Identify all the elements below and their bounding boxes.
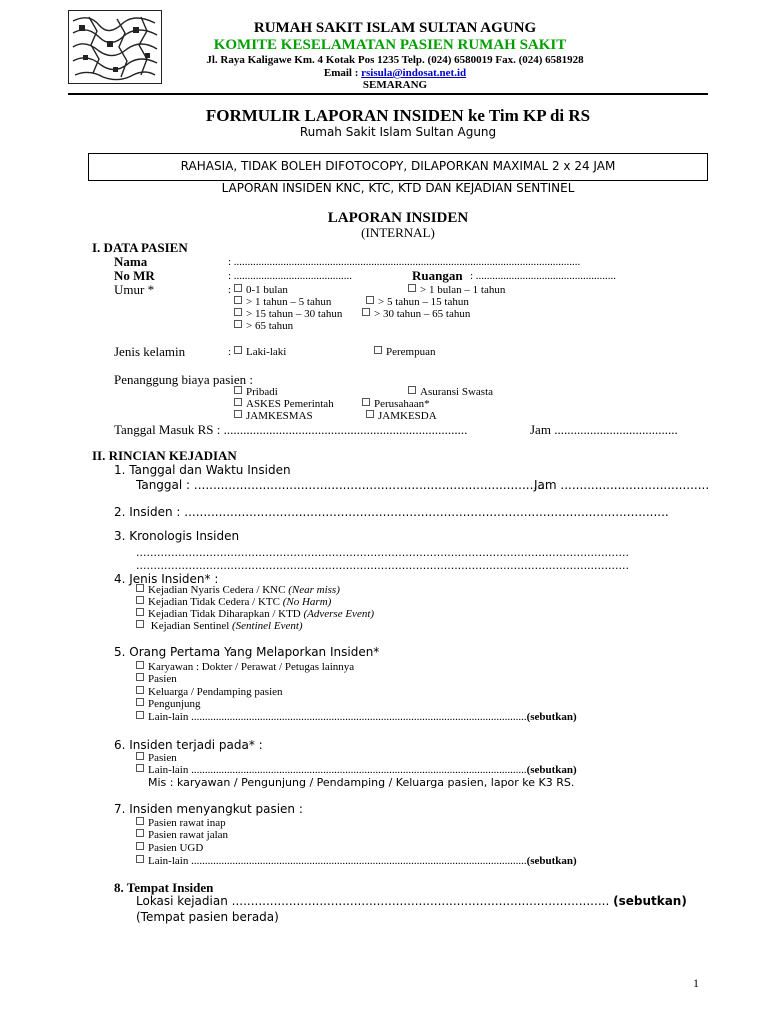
ruangan-label: Ruangan (412, 268, 463, 283)
q6-note: Mis : karyawan / Pengunjung / Pendamping / Keluarga pasien, lapor ke K3 RS. (148, 776, 575, 789)
checkbox-icon (136, 686, 144, 694)
q7-option-lainlain[interactable]: Lain-lain ..........................................................................................................................(sebutkan) (136, 855, 577, 867)
nomr-label: No MR (114, 268, 155, 283)
biaya-option-jamkesmas[interactable]: JAMKESMAS (234, 410, 313, 422)
umur-option-3[interactable]: > 5 tahun – 15 tahun (366, 296, 469, 308)
q5-option-pengunjung[interactable]: Pengunjung (136, 698, 201, 710)
q5-option-lainlain[interactable]: Lain-lain ..........................................................................................................................(sebutkan) (136, 711, 577, 723)
umur-label: Umur * (114, 282, 155, 297)
checkbox-icon (136, 608, 144, 616)
tanggal-masuk-field[interactable]: Tanggal Masuk RS : ........................................................................... (114, 422, 468, 437)
q2-insiden-field[interactable]: 2. Insiden : ............................................................................................................................... (114, 505, 669, 519)
ruangan-field[interactable]: : ................................................... (470, 270, 617, 282)
checkbox-icon (408, 284, 416, 292)
checkbox-icon (234, 398, 242, 406)
q8-label: 8. Tempat Insiden (114, 880, 214, 895)
biaya-option-jamkesda[interactable]: JAMKESDA (366, 410, 437, 422)
section-rincian-heading: II. RINCIAN KEJADIAN (92, 448, 237, 463)
umur-option-6[interactable]: > 65 tahun (234, 320, 293, 332)
nama-label: Nama (114, 254, 148, 269)
biaya-option-perusahaan[interactable]: Perusahaan* (362, 398, 430, 410)
checkbox-icon (234, 284, 242, 292)
checkbox-icon (136, 842, 144, 850)
checkbox-icon (136, 817, 144, 825)
hospital-address: Jl. Raya Kaligawe Km. 4 Kotak Pos 1235 Telp. (024) 6580019 Fax. (024) 6581928 (206, 54, 584, 66)
report-heading: LAPORAN INSIDEN (327, 210, 469, 226)
email-label: Email : (323, 67, 362, 79)
umur-option-1[interactable]: > 1 bulan – 1 tahun (408, 284, 505, 296)
checkbox-icon (136, 673, 144, 681)
nomr-field[interactable]: : ........................................... (228, 270, 353, 282)
umur-option-2[interactable]: > 1 tahun – 5 tahun (234, 296, 331, 308)
q4-option-ktd[interactable]: Kejadian Tidak Diharapkan / KTD (Adverse Event) (136, 608, 374, 620)
q4-option-knc[interactable]: Kejadian Nyaris Cedera / KNC (Near miss) (136, 584, 340, 596)
committee-name: KOMITE KESELAMATAN PASIEN RUMAH SAKIT (213, 37, 567, 53)
biaya-option-asuransi[interactable]: Asuransi Swasta (408, 386, 493, 398)
checkbox-icon (136, 620, 144, 628)
header-divider (68, 93, 708, 95)
q5-option-keluarga[interactable]: Keluarga / Pendamping pasien (136, 686, 283, 698)
q7-option-ugd[interactable]: Pasien UGD (136, 842, 203, 854)
hospital-email-line (170, 67, 620, 79)
checkbox-icon (136, 698, 144, 706)
checkbox-icon (136, 829, 144, 837)
q8-lokasi-field[interactable]: Lokasi kejadian ................................................................................................... (sebutkan) (136, 894, 687, 908)
checkbox-icon (136, 764, 144, 772)
q4-option-sentinel[interactable]: Kejadian Sentinel (Sentinel Event) (136, 620, 303, 632)
checkbox-icon (366, 410, 374, 418)
checkbox-icon (234, 346, 242, 354)
checkbox-icon (374, 346, 382, 354)
umur-option-4[interactable]: > 15 tahun – 30 tahun (234, 308, 342, 320)
q5-label: 5. Orang Pertama Yang Melaporkan Insiden* (114, 645, 380, 659)
q1-label: 1. Tanggal dan Waktu Insiden (114, 463, 291, 477)
checkbox-icon (136, 711, 144, 719)
q3-line-2[interactable]: ............................................................................................................................................. (136, 559, 630, 572)
checkbox-icon (136, 855, 144, 863)
q1-tanggal-field[interactable]: Tanggal : ............................................................................................. (136, 478, 549, 492)
jk-option-laki[interactable]: Laki-laki (234, 346, 286, 358)
checkbox-icon (234, 308, 242, 316)
section-data-pasien-heading: I. DATA PASIEN (92, 240, 188, 255)
report-scope: LAPORAN INSIDEN KNC, KTC, KTD DAN KEJADIAN SENTINEL (221, 181, 575, 195)
q5-option-karyawan[interactable]: Karyawan : Dokter / Perawat / Petugas lainnya (136, 661, 354, 673)
q5-option-pasien[interactable]: Pasien (136, 673, 177, 685)
q6-option-pasien[interactable]: Pasien (136, 752, 177, 764)
nama-field[interactable]: : .............................................................................................................................. (228, 256, 581, 268)
checkbox-icon (234, 320, 242, 328)
penanggung-biaya-label: Penanggung biaya pasien : (114, 372, 253, 387)
jenis-kelamin-colon: : (228, 346, 232, 358)
report-internal: (INTERNAL) (361, 225, 435, 240)
jk-option-perempuan[interactable]: Perempuan (374, 346, 435, 358)
q6-option-lainlain[interactable]: Lain-lain ..........................................................................................................................(sebutkan) (136, 764, 577, 776)
q8-note: (Tempat pasien berada) (136, 910, 279, 924)
q3-label: 3. Kronologis Insiden (114, 529, 240, 543)
umur-option-0[interactable]: 0-1 bulan (234, 284, 288, 296)
checkbox-icon (234, 386, 242, 394)
q4-option-ktc[interactable]: Kejadian Tidak Cedera / KTC (No Harm) (136, 596, 331, 608)
checkbox-icon (408, 386, 416, 394)
q3-line-1[interactable]: ............................................................................................................................................. (136, 546, 630, 559)
checkbox-icon (136, 596, 144, 604)
checkbox-icon (234, 296, 242, 304)
form-subtitle: Rumah Sakit Islam Sultan Agung (299, 125, 497, 139)
jenis-kelamin-label: Jenis kelamin (114, 344, 186, 359)
q4-label: 4. Jenis Insiden* : (114, 572, 219, 586)
checkbox-icon (136, 584, 144, 592)
biaya-option-pribadi[interactable]: Pribadi (234, 386, 278, 398)
hospital-city: SEMARANG (362, 79, 428, 91)
checkbox-icon (234, 410, 242, 418)
checkbox-icon (366, 296, 374, 304)
page-number: 1 (693, 976, 699, 990)
q7-option-rawat-jalan[interactable]: Pasien rawat jalan (136, 829, 228, 841)
checkbox-icon (362, 398, 370, 406)
checkbox-icon (362, 308, 370, 316)
umur-option-5[interactable]: > 30 tahun – 65 tahun (362, 308, 470, 320)
biaya-option-askes[interactable]: ASKES Pemerintah (234, 398, 334, 410)
hospital-logo-icon (68, 10, 162, 84)
confidential-notice: RAHASIA, TIDAK BOLEH DIFOTOCOPY, DILAPORKAN MAXIMAL 2 x 24 JAM (180, 159, 616, 173)
q7-option-rawat-inap[interactable]: Pasien rawat inap (136, 817, 226, 829)
q1-jam-field[interactable]: Jam ....................................... (534, 478, 710, 492)
q7-label: 7. Insiden menyangkut pasien : (114, 802, 303, 816)
checkbox-icon (136, 752, 144, 760)
q6-label: 6. Insiden terjadi pada* : (114, 738, 263, 752)
email-link[interactable]: rsisula@indosat.net.id (361, 67, 467, 79)
form-title: FORMULIR LAPORAN INSIDEN ke Tim KP di RS (205, 106, 591, 125)
umur-colon: : (228, 284, 232, 296)
hospital-name: RUMAH SAKIT ISLAM SULTAN AGUNG (253, 20, 537, 36)
jam-masuk-field[interactable]: Jam ...................................... (530, 422, 678, 437)
checkbox-icon (136, 661, 144, 669)
